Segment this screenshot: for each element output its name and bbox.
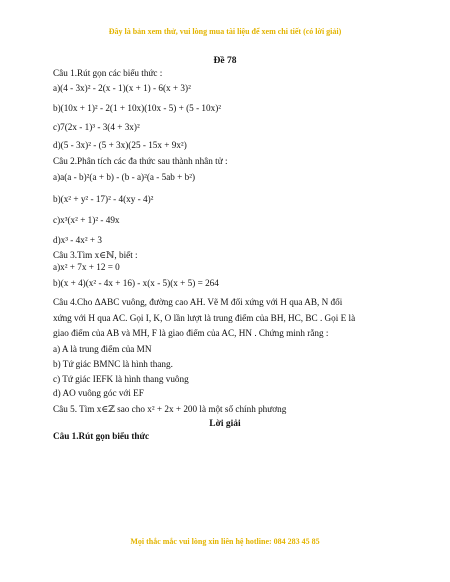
question-4-line-3: giao điểm của AB và MH, F là giao điểm của AC, HN . Chứng minh rằng : (53, 328, 329, 338)
question-2b: b)(x² + y² - 17)² - 4(xy - 4)² (53, 194, 154, 204)
question-1c: c)7(2x - 1)³ - 3(4 + 3x)² (53, 122, 140, 132)
question-4a: a) A là trung điểm của MN (53, 344, 152, 354)
question-4c: c) Tứ giác IEFK là hình thang vuông (53, 374, 189, 384)
question-5: Câu 5. Tìm x∈ℤ sao cho x² + 2x + 200 là một số chính phương (53, 404, 287, 414)
question-3a: a)x² + 7x + 12 = 0 (53, 262, 120, 272)
question-1-heading: Câu 1.Rút gọn các biểu thức : (53, 68, 163, 78)
question-4-line-1: Câu 4.Cho ΔABC vuông, đường cao AH. Vẽ M đối xứng với H qua AB, N đối (53, 297, 343, 307)
exam-title: Đề 78 (213, 56, 237, 66)
question-2c: c)x³(x² + 1)² - 49x (53, 215, 120, 225)
question-1a: a)(4 - 3x)² - 2(x - 1)(x + 1) - 6(x + 3)² (53, 83, 191, 93)
question-4b: b) Tứ giác BMNC là hình thang. (53, 359, 173, 369)
question-2d: d)x³ - 4x² + 3 (53, 235, 102, 245)
question-4d: d) AO vuông góc với EF (53, 388, 144, 398)
hotline-banner: Mọi thắc mắc vui lòng xin liên hệ hotline: 084 283 45 85 (130, 537, 320, 546)
question-3b: b)(x + 4)(x² - 4x + 16) - x(x - 5)(x + 5) = 264 (53, 278, 219, 288)
question-4-line-2: xứng với H qua AC. Gọi I, K, O lần lượt là trung điểm của BH, HC, BC . Gọi E là (53, 313, 356, 323)
preview-banner: Đây là bản xem thử, vui lòng mua tài liệu để xem chi tiết (có lời giải) (108, 27, 342, 36)
question-1d: d)(5 - 3x)² - (5 + 3x)(25 - 15x + 9x²) (53, 140, 187, 150)
question-2a: a)a(a - b)²(a + b) - (b - a)²(a - 5ab + b²) (53, 172, 196, 182)
question-2-heading: Câu 2.Phân tích các đa thức sau thành nhân tử : (53, 156, 228, 166)
question-3-heading: Câu 3.Tìm x∈ℕ, biết : (53, 250, 138, 260)
question-1b: b)(10x + 1)² - 2(1 + 10x)(10x - 5) + (5 - 10x)² (53, 103, 222, 113)
solution-question-1: Câu 1.Rút gọn biểu thức (53, 431, 150, 441)
solution-heading: Lời giải (209, 419, 241, 429)
